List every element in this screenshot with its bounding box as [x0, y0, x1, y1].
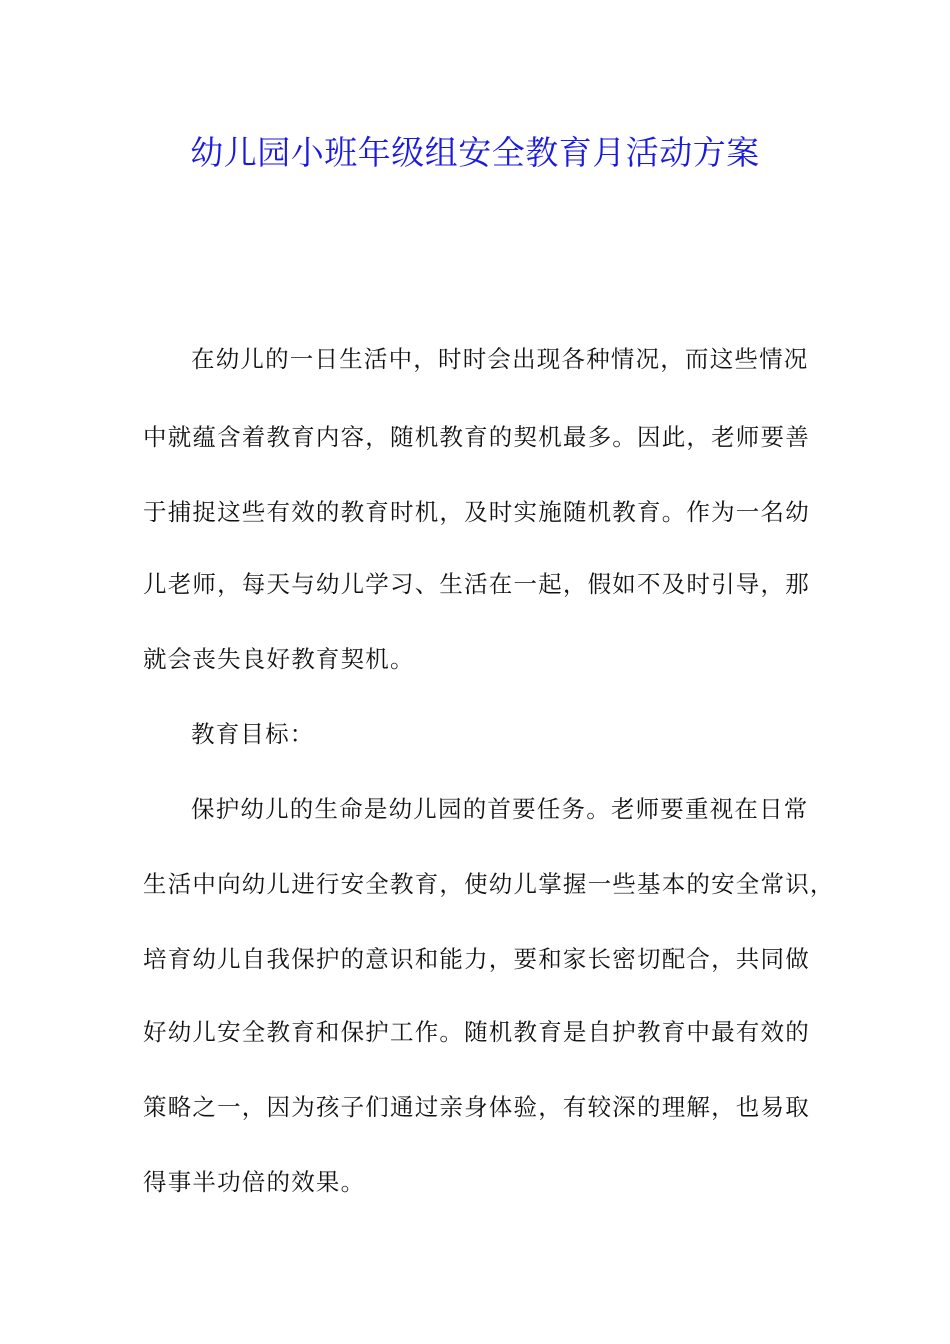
paragraph-2-line-6: 得事半功倍的效果。 [143, 1168, 366, 1196]
paragraph-1-line-1: 在幼儿的一日生活中，时时会出现各种情况，而这些情况 [191, 345, 809, 373]
document-title: 幼儿园小班年级组安全教育月活动方案 [190, 133, 760, 172]
paragraph-1-line-4: 儿老师，每天与幼儿学习、生活在一起，假如不及时引导，那 [143, 570, 810, 598]
paragraph-2-line-3: 培育幼儿自我保护的意识和能力，要和家长密切配合，共同做 [143, 945, 810, 973]
paragraph-1-line-2: 中就蕴含着教育内容，随机教育的契机最多。因此，老师要善 [143, 423, 810, 451]
paragraph-2-line-1: 保护幼儿的生命是幼儿园的首要任务。老师要重视在日常 [191, 795, 809, 823]
paragraph-1-line-3: 于捕捉这些有效的教育时机，及时实施随机教育。作为一名幼 [143, 498, 810, 526]
section-heading-goals: 教育目标： [191, 720, 315, 748]
paragraph-2-line-2: 生活中向幼儿进行安全教育，使幼儿掌握一些基本的安全常识， [143, 870, 835, 898]
paragraph-1-line-5: 就会丧失良好教育契机。 [143, 645, 415, 673]
paragraph-2-line-5: 策略之一，因为孩子们通过亲身体验，有较深的理解，也易取 [143, 1093, 810, 1121]
paragraph-2-line-4: 好幼儿安全教育和保护工作。随机教育是自护教育中最有效的 [143, 1018, 810, 1046]
